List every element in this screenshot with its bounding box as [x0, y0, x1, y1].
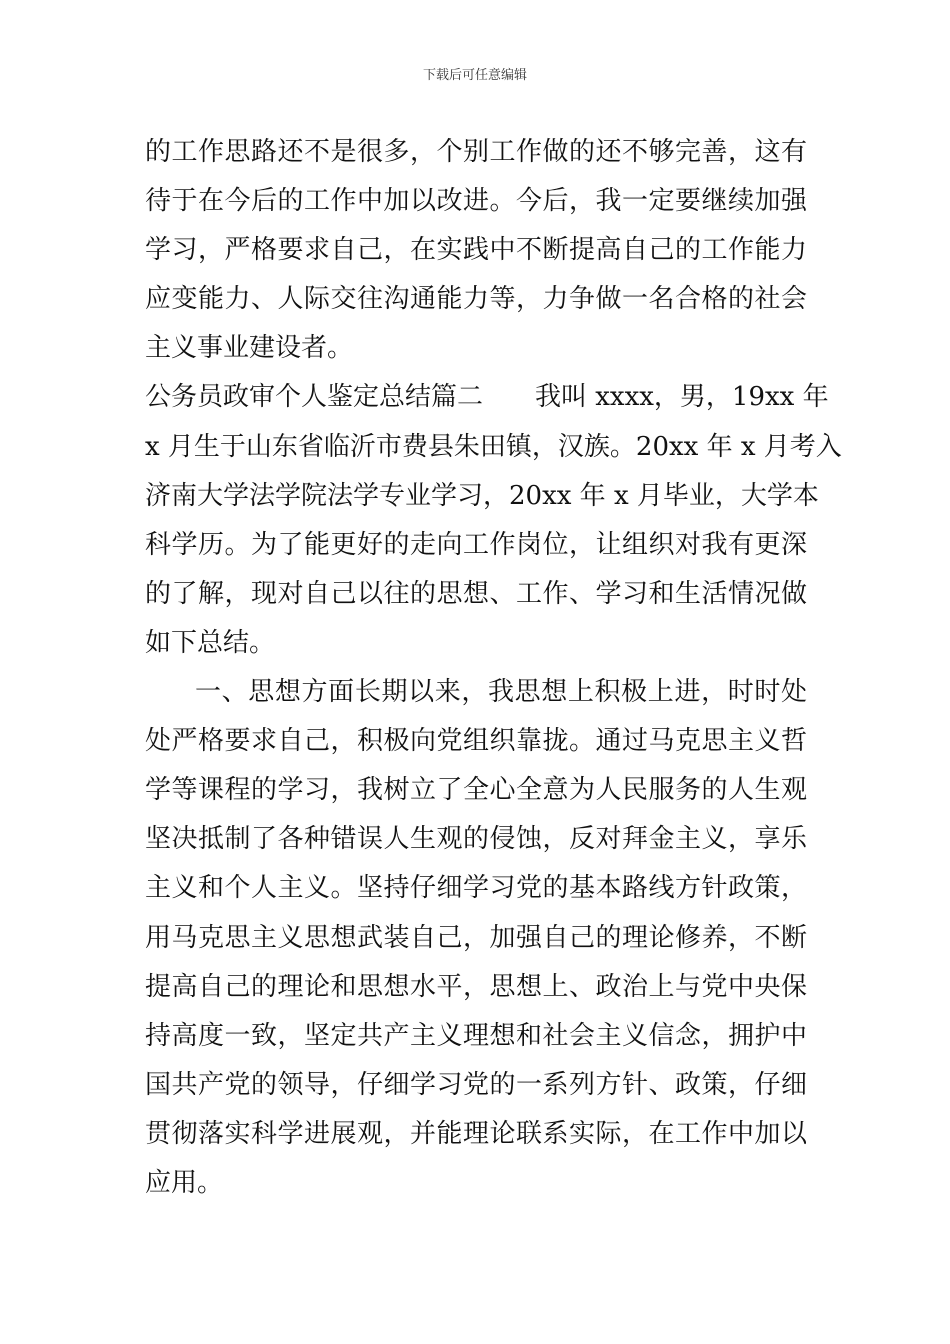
- text-line: 应变能力、人际交往沟通能力等，力争做一名合格的社会: [145, 284, 807, 315]
- text-line: 的了解，现对自己以往的思想、工作、学习和生活情况做: [145, 578, 807, 609]
- text-line: 应用。: [145, 1167, 224, 1198]
- text-line: x 月生于山东省临沂市费县朱田镇，汉族。20xx 年 x 月考入: [145, 431, 842, 462]
- text-line: 主义事业建设者。: [145, 333, 354, 364]
- text-line: 国共产党的领导，仔细学习党的一系列方针、政策，仔细: [145, 1069, 807, 1100]
- text-line: 持高度一致，坚定共产主义理想和社会主义信念，拥护中: [145, 1020, 807, 1051]
- text-line: 待于在今后的工作中加以改进。今后，我一定要继续加强: [145, 186, 807, 217]
- text-line: 学习，严格要求自己，在实践中不断提高自己的工作能力: [145, 235, 807, 266]
- text-line-indented: 一、思想方面长期以来，我思想上积极上进，时时处: [195, 677, 807, 708]
- text-line: 处严格要求自己，积极向党组织靠拢。通过马克思主义哲: [145, 726, 807, 757]
- text-line: 主义和个人主义。坚持仔细学习党的基本路线方针政策，: [145, 873, 807, 904]
- text-line: 用马克思主义思想武装自己，加强自己的理论修养，不断: [145, 922, 807, 953]
- text-line: 的工作思路还不是很多，个别工作做的还不够完善，这有: [145, 137, 807, 167]
- text-line: 如下总结。: [145, 627, 276, 658]
- text-line: 贯彻落实科学进展观，并能理论联系实际，在工作中加以: [145, 1118, 807, 1149]
- text-line: 济南大学法学院法学专业学习，20xx 年 x 月毕业，大学本: [145, 480, 819, 511]
- text-line: 学等课程的学习，我树立了全心全意为人民服务的人生观: [145, 775, 807, 806]
- page-header: 下载后可任意编辑: [422, 68, 527, 83]
- text-line: 坚决抵制了各种错误人生观的侵蚀，反对拜金主义，享乐: [145, 824, 807, 855]
- text-line: 科学历。为了能更好的走向工作岗位，让组织对我有更深: [145, 529, 807, 560]
- section-heading-line: 公务员政审个人鉴定总结篇二 我叫 xxxx，男，19xx 年: [145, 382, 829, 413]
- document-body: [145, 128, 842, 1208]
- text-line: 提高自己的理论和思想水平，思想上、政治上与党中央保: [145, 971, 807, 1002]
